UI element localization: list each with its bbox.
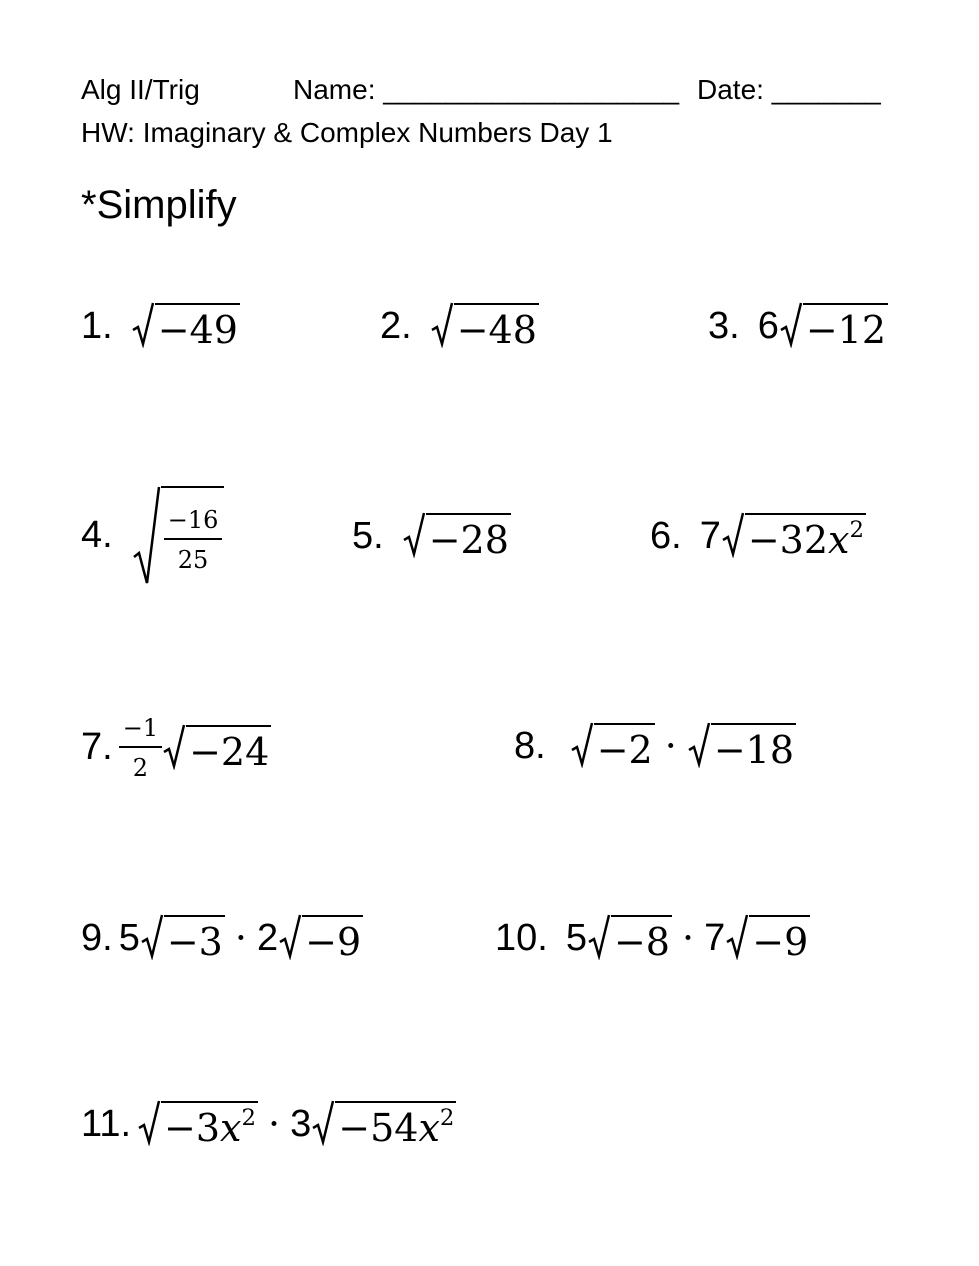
radical-sign-icon <box>687 722 711 768</box>
course-label: Alg II/Trig <box>81 74 200 105</box>
problem-number: 11. <box>81 1102 132 1145</box>
instruction-heading: *Simplify <box>81 183 237 227</box>
radical-sign-icon <box>162 724 186 770</box>
square-root <box>140 914 225 964</box>
square-root <box>131 302 240 352</box>
square-root <box>311 1100 456 1150</box>
name-field: Name: ___________________ <box>293 74 680 105</box>
radicand: −18 <box>711 723 796 769</box>
radicand-number: −32 <box>747 518 829 562</box>
radicand: −9 <box>749 915 810 961</box>
square-root <box>721 512 866 562</box>
square-root <box>687 722 796 772</box>
radicand <box>745 513 866 562</box>
numerator: −1 <box>122 714 159 742</box>
date-field: Date: _______ <box>697 74 881 105</box>
problem-9 <box>81 914 363 964</box>
radicand: −9 <box>302 915 363 961</box>
homework-title: HW: Imaginary & Complex Numbers Day 1 <box>81 117 613 148</box>
problem-number: 2. <box>380 304 412 347</box>
square-root <box>402 512 511 562</box>
radicand: −12 <box>803 303 888 349</box>
radical-sign-icon <box>137 1100 161 1146</box>
problem-6 <box>650 512 866 562</box>
square-root <box>430 302 539 352</box>
radicand: −48 <box>454 303 539 349</box>
variable: x <box>828 518 850 562</box>
radicand: −24 <box>186 725 271 771</box>
radicand: −49 <box>155 303 240 349</box>
multiplication-dot: · <box>682 915 695 960</box>
problem-7 <box>81 712 271 782</box>
radical-sign-icon <box>131 302 155 348</box>
square-root <box>137 1100 258 1150</box>
square-root <box>131 485 225 585</box>
problem-11 <box>81 1100 456 1150</box>
radical-sign-icon <box>311 1100 335 1146</box>
problem-number: 4. <box>81 514 113 556</box>
square-root <box>725 914 810 964</box>
multiplication-dot: · <box>234 915 247 960</box>
radical-sign-icon <box>131 485 161 585</box>
fraction <box>164 504 223 574</box>
radical-sign-icon <box>779 302 803 348</box>
square-root <box>587 914 672 964</box>
radicand <box>161 486 225 585</box>
radical-sign-icon <box>140 914 164 960</box>
problem-1 <box>81 302 240 352</box>
coefficient: 5 <box>118 916 140 959</box>
coefficient: 7 <box>699 514 721 557</box>
coefficient: 7 <box>704 916 726 959</box>
problem-number: 3. <box>708 304 740 347</box>
radical-sign-icon <box>402 512 426 558</box>
square-root <box>162 724 271 774</box>
denominator: 2 <box>132 754 149 782</box>
radicand-number: −54 <box>338 1106 419 1150</box>
radicand: −8 <box>611 915 672 961</box>
coefficient: 6 <box>757 304 779 347</box>
radical-sign-icon <box>721 512 745 558</box>
square-root <box>570 722 655 772</box>
radicand: −3 <box>164 915 225 961</box>
problem-4 <box>81 485 224 585</box>
square-root <box>779 302 888 352</box>
radical-sign-icon <box>570 722 594 768</box>
problem-number: 8. <box>514 724 546 767</box>
radicand <box>161 1101 258 1150</box>
radicand-number: −3 <box>164 1106 221 1150</box>
exponent: 2 <box>849 517 864 544</box>
radicand <box>335 1101 456 1150</box>
square-root <box>278 914 363 964</box>
coefficient: 5 <box>565 916 587 959</box>
radicand: −2 <box>594 723 655 769</box>
radical-sign-icon <box>278 914 302 960</box>
problem-5 <box>352 512 511 562</box>
problem-number: 1. <box>81 304 113 347</box>
problem-3 <box>708 302 888 352</box>
variable: x <box>418 1106 440 1150</box>
problem-number: 7. <box>81 726 113 768</box>
exponent: 2 <box>439 1105 455 1132</box>
variable: x <box>220 1106 242 1150</box>
multiplication-dot: · <box>268 1101 281 1146</box>
multiplication-dot: · <box>664 723 677 768</box>
problem-number: 5. <box>352 514 384 557</box>
coefficient: 3 <box>290 1102 312 1145</box>
problem-number: 9. <box>81 916 113 959</box>
problem-8 <box>514 722 796 772</box>
fraction <box>119 712 162 782</box>
problem-number: 6. <box>650 514 682 557</box>
radical-sign-icon <box>725 914 749 960</box>
radicand: −28 <box>426 513 511 559</box>
exponent: 2 <box>241 1105 256 1132</box>
coefficient: 2 <box>256 916 279 959</box>
problem-10 <box>495 914 810 964</box>
radical-sign-icon <box>587 914 611 960</box>
denominator: 25 <box>177 546 209 574</box>
radical-sign-icon <box>430 302 454 348</box>
problem-2 <box>380 302 539 352</box>
numerator: −16 <box>167 506 219 534</box>
problem-number: 10. <box>495 916 548 959</box>
